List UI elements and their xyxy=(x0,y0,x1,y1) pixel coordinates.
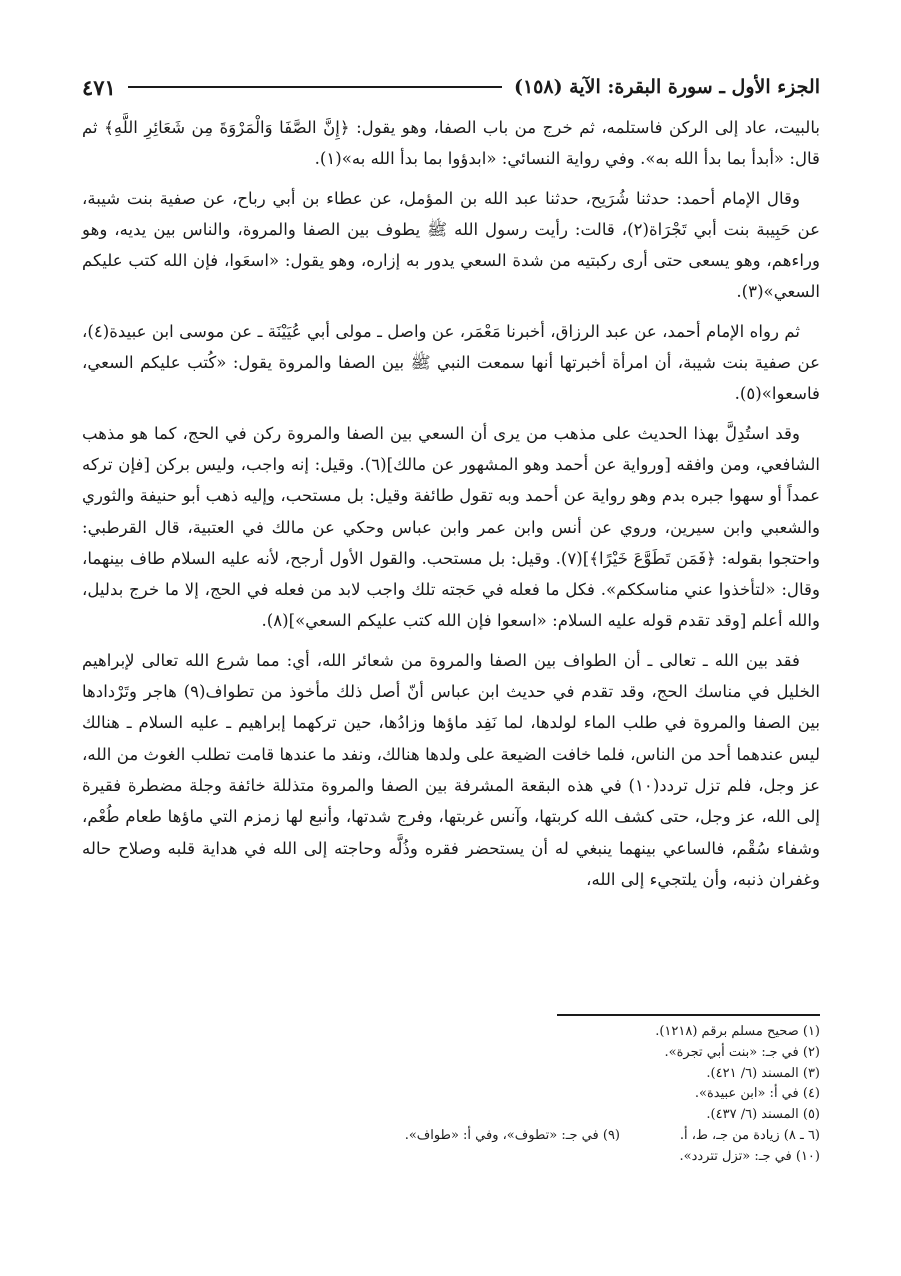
footnote-separator xyxy=(557,1014,820,1016)
paragraph-1: بالبيت، عاد إلى الركن فاستلمه، ثم خرج من باب الصفا، وهو يقول: ﴿إِنَّ الصَّفَا وَالْمَرْوَةَ مِن شَعَائِرِ اللَّهِ﴾ ثم قال: «أبدأ بما بدأ الله به». وفي رواية النسائي: «ابدؤوا بما بدأ الله به»(١). xyxy=(82,118,820,169)
footnote-4: (٤) في أ: «ابن عبيدة». xyxy=(694,1086,820,1102)
paragraph-3: ثم رواه الإمام أحمد، عن عبد الرزاق، أخبرنا مَعْمَر، عن واصل ـ مولى أبي عُيَيْنَة ـ عن موسى ابن عبيدة(٤)، عن صفية بنت شيبة، أن امرأة أخبرتها أنها سمعت النبي ﷺ بين الصفا والمروة يقول: «كُتب عليكم السعي، فاسعوا»(٥). xyxy=(82,321,820,404)
footnotes xyxy=(300,1022,820,1168)
footnote-3: (٣) المسند (٦/ ٤٢١). xyxy=(706,1065,820,1081)
page-number: ٤٧١ xyxy=(82,74,116,100)
paragraph-2: وقال الإمام أحمد: حدثنا شُرَيح، حدثنا عبد الله بن المؤمل، عن عطاء بن أبي رباح، عن صفية بنت شيبة، عن حَبِيبة بنت أبي تَجْرَاة(٢)، قالت: رأيت رسول الله ﷺ يطوف بين الصفا والمروة، والناس بين يديه، وهو وراءهم، وهو يسعى حتى أرى ركبتيه من شدة السعي يدور به إزاره، وهو يقول: «اسعَوا، فإن الله كتب عليكم السعي»(٣). xyxy=(82,188,820,302)
footnote-row xyxy=(300,1126,820,1147)
header-rule xyxy=(128,86,502,88)
footnote-1: (١) صحيح مسلم برقم (١٢١٨). xyxy=(655,1024,820,1039)
paragraph-4: وقد استُدِلَّ بهذا الحديث على مذهب من يرى أن السعي بين الصفا والمروة ركن في الحج، كما هو مذهب الشافعي، ومن وافقه [ورواية عن أحمد وهو المشهور عن مالك](٦). وقيل: إنه واجب، وليس بركن [فإن تركه عمداً أو سهوا جبره بدم وهو رواية عن أحمد وبه تقول طائفة وقيل: بل مستحب، وإليه ذهب أبو حنيفة والثوري والشعبي وابن سيرين، وروي عن أنس وابن عمر وابن عباس وحكي عن مالك في العتبية، قال القرطبي: واحتجوا بقوله: ﴿فَمَن تَطَوَّعَ خَيْرًا﴾](٧). وقيل: بل مستحب. والقول الأول أرجح، لأنه عليه السلام طاف بينهما، وقال: «لتأخذوا عني مناسككم». فكل ما فعله في حَجته تلك واجب لابد من فعله في الحج، إلا ما خرج بدليل، والله أعلم [وقد تقدم قوله عليه السلام: «اسعوا فإن الله كتب عليكم السعي»](٨). xyxy=(82,423,820,631)
footnote-10: (١٠) في جـ: «تزل تتردد». xyxy=(679,1148,820,1164)
paragraph-5: فقد بين الله ـ تعالى ـ أن الطواف بين الصفا والمروة من شعائر الله، أي: مما شرع الله تعالى لإبراهيم الخليل في مناسك الحج، وقد تقدم في حديث ابن عباس أنّ أصل ذلك مأخوذ من تطواف(٩) هاجر وتَرْدادها بين الصفا والمروة في طلب الماء لولدها، لما نَفِد ماؤها وزادُها، حين تركهما إبراهيم ـ عليه السلام ـ هنالك ليس عندهما أحد من الناس، فلما خافت الضيعة على ولدها هنالك، ونفد ما عندها قامت تطلب الغوث من الله، عز وجل، فلم تزل تردد(١٠) في هذه البقعة المشرفة بين الصفا والمروة متذللة خائفة وجلة مضطرة فقيرة إلى الله، عز وجل، حتى كشف الله كربتها، وآنس غربتها، وفرج شدتها، وأنبع لها زمزم التي ماؤها طعام طُعْم، وشفاء سُقْم، فالساعي بينهما ينبغي له أن يستحضر فقره وذُلَّه وحاجته إلى الله في هداية قلبه وصلاح حاله وغفران ذنبه، وأن يلتجيء إلى الله، xyxy=(82,650,820,889)
footnote-9: (٩) في جـ: «تطوف»، وفي أ: «طواف». xyxy=(404,1127,620,1143)
main-text xyxy=(82,112,820,903)
footnote-2: (٢) في جـ: «بنت أبي تجرة». xyxy=(664,1044,820,1060)
footnote-6-8: (٦ ـ ٨) زيادة من جـ، ط، أ. xyxy=(679,1127,820,1143)
footnote-5: (٥) المسند (٦/ ٤٣٧). xyxy=(706,1107,820,1123)
running-title: الجزء الأول ـ سورة البقرة: الآية (١٥٨) xyxy=(513,76,820,98)
running-header xyxy=(82,70,820,104)
